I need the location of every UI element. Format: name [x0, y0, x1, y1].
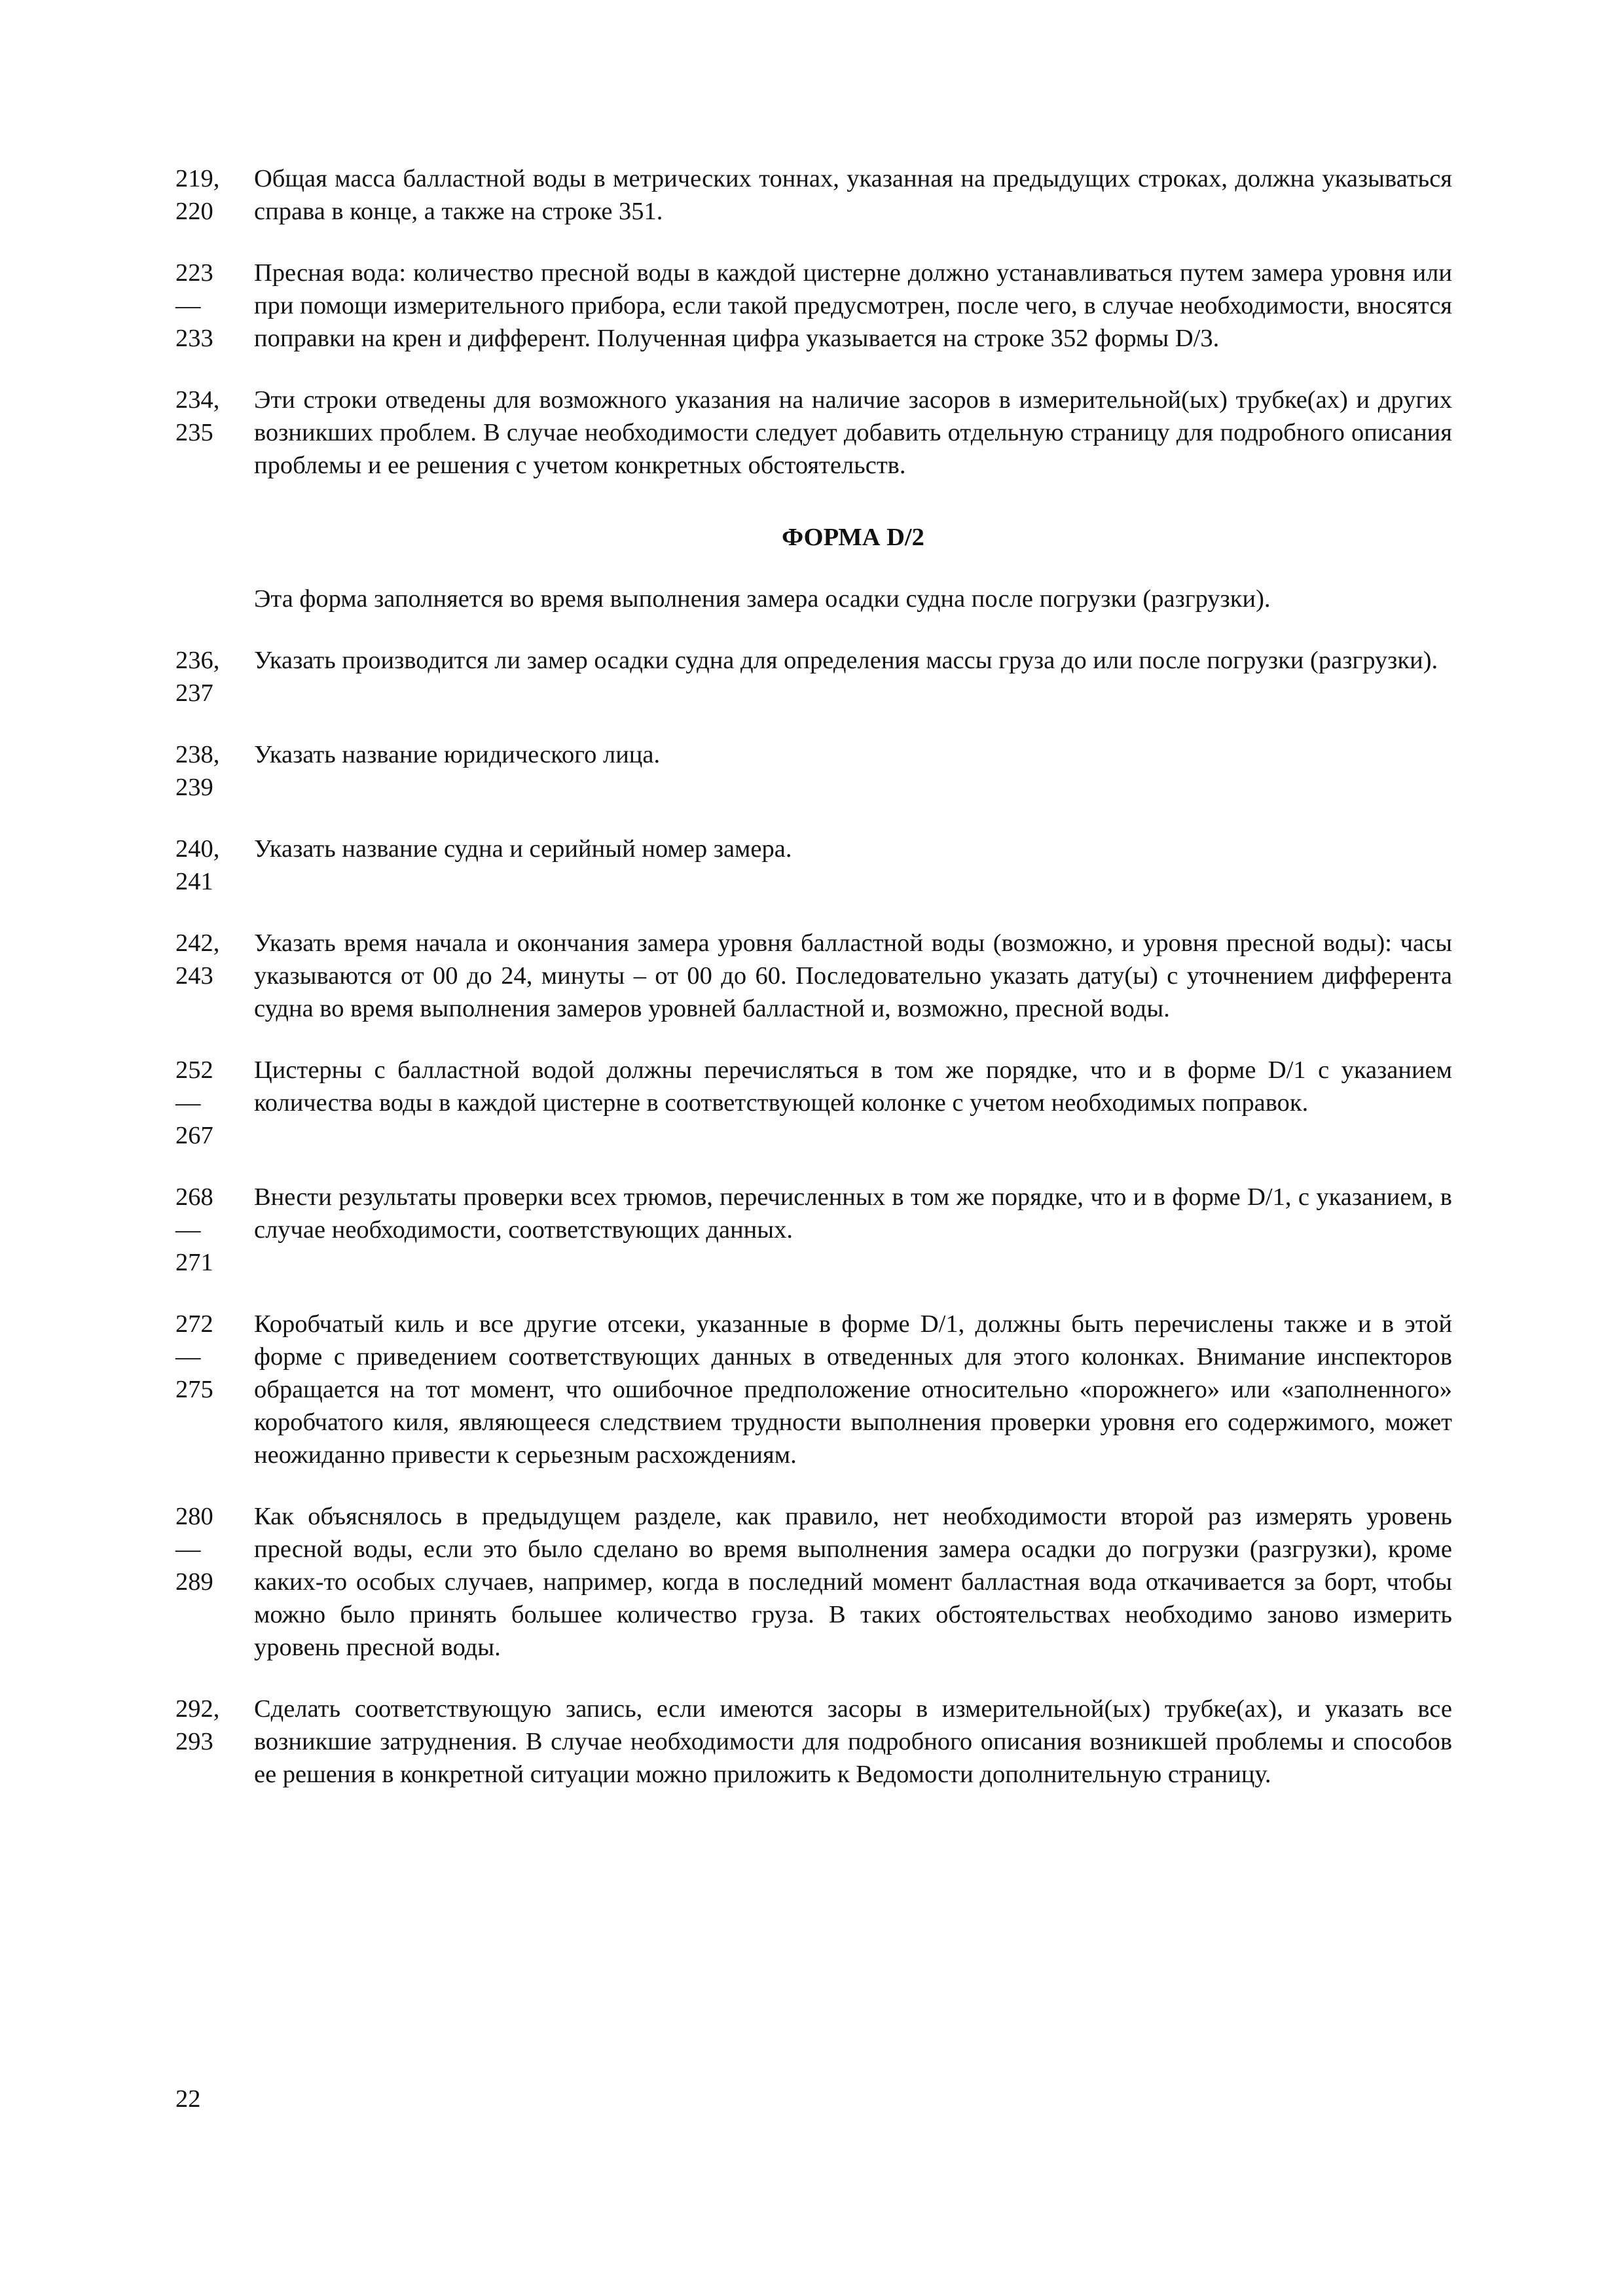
entry-line-number: 234,	[175, 386, 220, 414]
entry-line-numbers	[175, 257, 254, 355]
entry-line-numbers	[175, 1308, 254, 1406]
entry-line-number: —	[175, 1216, 201, 1244]
line-entry	[175, 1500, 1452, 1664]
line-entry	[175, 927, 1452, 1025]
entry-line-number: 236,	[175, 647, 220, 674]
line-entry	[175, 1693, 1452, 1791]
entry-text: Внести результаты проверки всех трюмов, перечисленных в том же порядке, что и в форме D/1, с указанием, в случае необходимости, соответствующих данных.	[254, 1183, 1452, 1244]
entry-line-numbers	[175, 927, 254, 992]
entry-text: Общая масса балластной воды в метрических тоннах, указанная на предыдущих строках, должна указываться справа в конце, а также на строке 351.	[254, 165, 1452, 225]
line-entry	[175, 162, 1452, 228]
entry-line-number: 237	[175, 679, 213, 707]
entry-line-number: 220	[175, 198, 213, 225]
entry-line-numbers	[175, 738, 254, 804]
entry-line-number: 223	[175, 259, 213, 287]
entry-line-number: 268	[175, 1183, 213, 1211]
entry-text: Указать название судна и серийный номер замера.	[254, 835, 792, 863]
entry-line-numbers	[175, 833, 254, 898]
entry-line-numbers	[175, 1181, 254, 1279]
entry-line-number: 289	[175, 1568, 213, 1596]
entry-line-number: 272	[175, 1310, 213, 1338]
entry-line-number: 241	[175, 868, 213, 895]
entry-line-numbers	[175, 384, 254, 449]
entry-text: Указать название юридического лица.	[254, 741, 661, 768]
entry-line-numbers	[175, 644, 254, 709]
entry-line-number: 243	[175, 962, 213, 990]
entry-line-number: —	[175, 1343, 201, 1371]
entry-line-number: 219,	[175, 165, 220, 192]
entry-line-numbers	[175, 1693, 254, 1758]
entry-line-number: 233	[175, 325, 213, 352]
entry-text: Пресная вода: количество пресной воды в каждой цистерне должно устанавливаться путем замера уровня или при помощи измерительного прибора, если такой предусмотрен, после чего, в случае необходимости, вносятся поправки на крен и дифферент. Полученная цифра указывается на строке 352 формы D/3.	[254, 259, 1452, 352]
entry-text: Как объяснялось в предыдущем разделе, как правило, нет необходимости второй раз измерять уровень пресной воды, если это было сделано во время выполнения замера осадки до погрузки (разгрузки), кроме каких-то особых случаев, например, когда в последний момент балластная вода откачивается за борт, чтобы можно было принять большее количество груза. В таких обстоятельствах необходимо заново измерить уровень пресной воды.	[254, 1503, 1452, 1661]
line-entry	[175, 1181, 1452, 1279]
entry-line-number: 275	[175, 1376, 213, 1403]
entry-text: Указать время начала и окончания замера уровня балластной воды (возможно, и уровня пресной воды): часы указываются от 00 до 24, минуты – от 00 до 60. Последовательно указать дату(ы) с уточнением дифферента судна во время выполнения замеров уровней балластной и, возможно, пресной воды.	[254, 929, 1452, 1022]
line-entry	[175, 1308, 1452, 1471]
entry-line-numbers	[175, 1054, 254, 1152]
entry-text: Сделать соответствующую запись, если имеются засоры в измерительной(ых) трубке(ах), и указать все возникшие затруднения. В случае необходимости для подробного описания возникшей проблемы и способов ее решения в конкретной ситуации можно приложить к Ведомости дополнительную страницу.	[254, 1695, 1452, 1788]
entry-line-number: 293	[175, 1728, 213, 1755]
line-entry	[175, 257, 1452, 355]
entry-line-number: 239	[175, 774, 213, 801]
entry-line-number: —	[175, 1535, 201, 1563]
entry-line-number: 235	[175, 419, 213, 446]
entry-line-number: 240,	[175, 835, 220, 863]
entry-line-number: 292,	[175, 1695, 220, 1723]
entry-line-number: 242,	[175, 929, 220, 957]
line-entry	[175, 738, 1452, 804]
entry-line-number: 271	[175, 1249, 213, 1276]
line-entry	[175, 833, 1452, 898]
entries-top	[175, 162, 1452, 482]
page-number: 22	[175, 2085, 201, 2113]
line-entry	[175, 644, 1452, 709]
entry-line-numbers	[175, 1500, 254, 1598]
entry-line-number: 238,	[175, 741, 220, 768]
entry-text: Коробчатый киль и все другие отсеки, указанные в форме D/1, должны быть перечислены также и в этой форме с приведением соответствующих данных в отведенных для этого колонках. Внимание инспекторов обращается на тот момент, что ошибочное предположение относительно «порожнего» или «заполненного» коробчатого киля, являющееся следствием трудности выполнения проверки уровня его содержимого, может неожиданно привести к серьезным расхождениям.	[254, 1310, 1452, 1469]
entries-bottom	[175, 644, 1452, 1791]
entry-text: Цистерны с балластной водой должны перечисляться в том же порядке, что и в форме D/1 с указанием количества воды в каждой цистерне в соответствующей колонке с учетом необходимых поправок.	[254, 1056, 1452, 1117]
entry-line-number: —	[175, 1089, 201, 1117]
entry-text: Указать производится ли замер осадки судна для определения массы груза до или после погрузки (разгрузки).	[254, 647, 1438, 674]
entry-line-numbers	[175, 162, 254, 228]
entry-line-number: —	[175, 292, 201, 319]
section-intro: Эта форма заполняется во время выполнения замера осадки судна после погрузки (разгрузки).	[254, 585, 1271, 613]
entry-text: Эти строки отведены для возможного указания на наличие засоров в измерительной(ых) трубке(ах) и других возникших проблем. В случае необходимости следует добавить отдельную страницу для подробного описания проблемы и ее решения с учетом конкретных обстоятельств.	[254, 386, 1452, 479]
entry-line-number: 252	[175, 1056, 213, 1084]
page-content	[175, 162, 1452, 1791]
entry-line-number: 280	[175, 1503, 213, 1530]
line-entry	[175, 1054, 1452, 1152]
entry-line-number: 267	[175, 1122, 213, 1149]
line-entry	[175, 384, 1452, 482]
section-title: ФОРМА D/2	[782, 524, 924, 551]
